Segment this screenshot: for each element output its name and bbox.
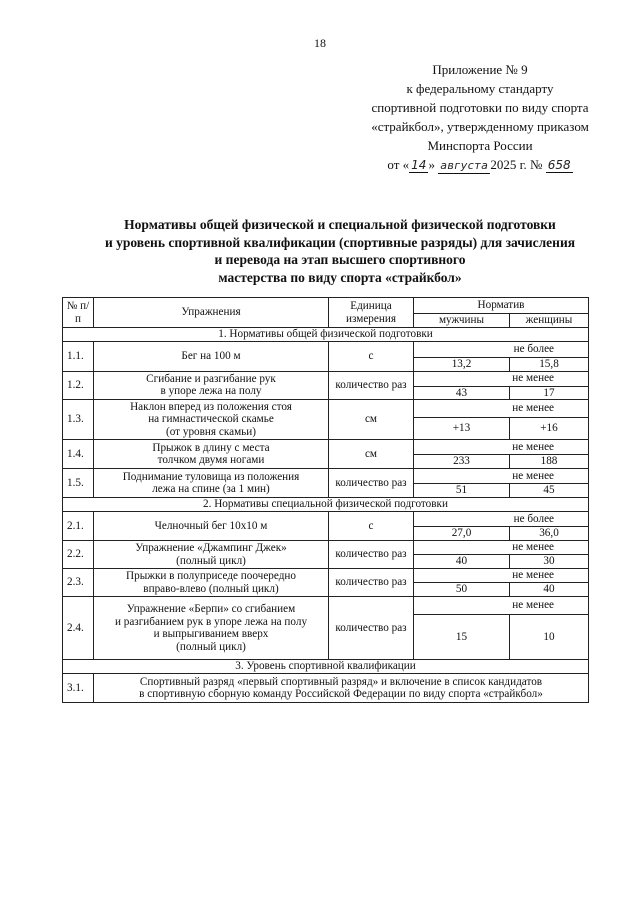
value-men: +13 — [414, 418, 510, 440]
table-row — [63, 440, 589, 455]
norm-qualifier: не более — [414, 342, 589, 358]
title-line: и уровень спортивной квалификации (спортивные разряды) для зачисления — [104, 234, 576, 250]
unit: количество раз — [329, 371, 414, 400]
norms-table — [62, 297, 589, 703]
exercise-name — [94, 371, 329, 400]
norm-qualifier: не менее — [414, 569, 589, 583]
table-row — [63, 597, 589, 615]
title-line: и перевода на этап высшего спортивного — [214, 252, 466, 267]
row-number: 1.3. — [63, 400, 94, 440]
appendix-line: спортивной подготовки по виду спорта — [371, 100, 589, 115]
table-row — [63, 512, 589, 527]
norm-qualifier: не менее — [414, 440, 589, 455]
header-exercise: Упражнения — [94, 298, 329, 328]
exercise-line: Поднимание туловища из положения — [122, 470, 300, 483]
header-norm: Норматив — [414, 298, 589, 314]
exercise-line: Упражнение «Джампинг Джек» — [135, 542, 287, 554]
value-women: 45 — [510, 484, 589, 498]
exercise-line: (от уровня скамьи) — [166, 425, 256, 438]
document-title — [60, 216, 620, 286]
section-title: 2. Нормативы специальной физической подготовки — [63, 498, 589, 512]
exercise-line: (полный цикл) — [176, 640, 246, 653]
value-women: 17 — [510, 386, 589, 400]
exercise-line: на гимнастической скамье — [148, 413, 274, 426]
appendix-line: Минспорта России — [427, 138, 533, 153]
section-title: 3. Уровень спортивной квалификации — [63, 660, 589, 674]
value-women: 188 — [510, 455, 589, 469]
header-num: № п/п — [63, 298, 94, 328]
exercise-name — [94, 400, 329, 440]
header-women: женщины — [510, 314, 589, 328]
qualification-text — [94, 674, 589, 703]
exercise-line: лежа на спине (за 1 мин) — [152, 483, 270, 495]
exercise-line: в упоре лежа на полу — [160, 385, 262, 398]
appendix-header — [330, 60, 630, 174]
text-line: Спортивный разряд «первый спортивный разряд» и включение в список кандидатов — [139, 675, 543, 688]
row-number: 2.4. — [63, 597, 94, 660]
exercise-line: (полный цикл) — [176, 554, 246, 567]
table-row — [63, 541, 589, 555]
unit: см — [329, 440, 414, 469]
section-header-row — [63, 660, 589, 674]
exercise-name — [94, 569, 329, 597]
exercise-line: вправо-влево (полный цикл) — [143, 582, 279, 595]
exercise-name — [94, 541, 329, 569]
table-row — [63, 569, 589, 583]
value-women: 15,8 — [510, 358, 589, 372]
norm-qualifier: не менее — [414, 469, 589, 484]
table-body — [63, 328, 589, 703]
value-men: 13,2 — [414, 358, 510, 372]
appendix-line: Приложение № 9 — [432, 62, 528, 77]
exercise-line: Прыжки в полуприседе поочередно — [126, 570, 296, 582]
exercise-line: Наклон вперед из положения стоя — [130, 400, 292, 413]
header-men: мужчины — [414, 314, 510, 328]
section-header-row — [63, 328, 589, 342]
date-year: 2025 г. № — [490, 157, 543, 172]
exercise-line: и выпрыгиванием вверх — [153, 628, 269, 640]
value-men: 233 — [414, 455, 510, 469]
exercise-name — [94, 469, 329, 498]
table-row — [63, 469, 589, 484]
unit: см — [329, 400, 414, 440]
value-women: +16 — [510, 418, 589, 440]
exercise-name — [94, 440, 329, 469]
row-number: 1.4. — [63, 440, 94, 469]
norm-qualifier: не более — [414, 512, 589, 527]
value-women: 10 — [510, 615, 589, 660]
handwritten-day: 14 — [411, 158, 427, 172]
exercise-name — [94, 597, 329, 660]
title-line: мастерства по виду спорта «страйкбол» — [218, 269, 462, 285]
value-women: 36,0 — [510, 527, 589, 541]
exercise-line: Челночный бег 10х10 м — [154, 519, 268, 532]
exercise-name — [94, 342, 329, 372]
handwritten-month: августа — [440, 159, 489, 172]
exercise-line: Прыжок в длину с места — [152, 441, 270, 454]
norm-qualifier: не менее — [414, 371, 589, 386]
table-row — [63, 371, 589, 386]
row-number: 3.1. — [63, 674, 94, 703]
row-number: 1.5. — [63, 469, 94, 498]
section-header-row — [63, 498, 589, 512]
date-prefix: от « — [387, 157, 410, 172]
row-number: 2.3. — [63, 569, 94, 597]
norm-qualifier: не менее — [414, 541, 589, 555]
exercise-line: Бег на 100 м — [181, 350, 241, 362]
unit: количество раз — [329, 569, 414, 597]
value-men: 51 — [414, 484, 510, 498]
unit: количество раз — [329, 469, 414, 498]
header-unit: Единица измерения — [329, 298, 414, 328]
date-mid: » — [428, 157, 435, 172]
row-number: 2.2. — [63, 541, 94, 569]
unit: с — [329, 342, 414, 372]
table-row — [63, 342, 589, 358]
exercise-line: Упражнение «Берпи» со сгибанием — [126, 603, 296, 615]
row-number: 1.2. — [63, 371, 94, 400]
norm-qualifier: не менее — [414, 597, 589, 615]
value-men: 40 — [414, 555, 510, 569]
unit: количество раз — [329, 541, 414, 569]
value-men: 50 — [414, 583, 510, 597]
exercise-line: толчком двумя ногами — [157, 454, 265, 466]
table-row — [63, 400, 589, 418]
unit: количество раз — [329, 597, 414, 660]
text-line: в спортивную сборную команду Российской Федерации по виду спорта «страйкбол» — [139, 688, 543, 700]
exercise-line: и разгибанием рук в упоре лежа на полу — [114, 615, 308, 628]
title-line: Нормативы общей физической и специальной физической подготовки — [124, 217, 556, 232]
exercise-name — [94, 512, 329, 541]
appendix-line: «страйкбол», утвержденному приказом — [371, 119, 589, 134]
page-number: 18 — [314, 36, 326, 50]
norm-qualifier: не менее — [414, 400, 589, 418]
section-title: 1. Нормативы общей физической подготовки — [63, 328, 589, 342]
value-men: 15 — [414, 615, 510, 660]
row-number: 2.1. — [63, 512, 94, 541]
order-date-line — [330, 155, 630, 174]
exercise-line: Сгибание и разгибание рук — [146, 372, 276, 385]
unit: с — [329, 512, 414, 541]
value-men: 43 — [414, 386, 510, 400]
value-women: 30 — [510, 555, 589, 569]
value-men: 27,0 — [414, 527, 510, 541]
value-women: 40 — [510, 583, 589, 597]
handwritten-order-number: 658 — [547, 158, 571, 172]
row-number: 1.1. — [63, 342, 94, 372]
table-row — [63, 674, 589, 703]
appendix-line: к федеральному стандарту — [406, 81, 554, 96]
